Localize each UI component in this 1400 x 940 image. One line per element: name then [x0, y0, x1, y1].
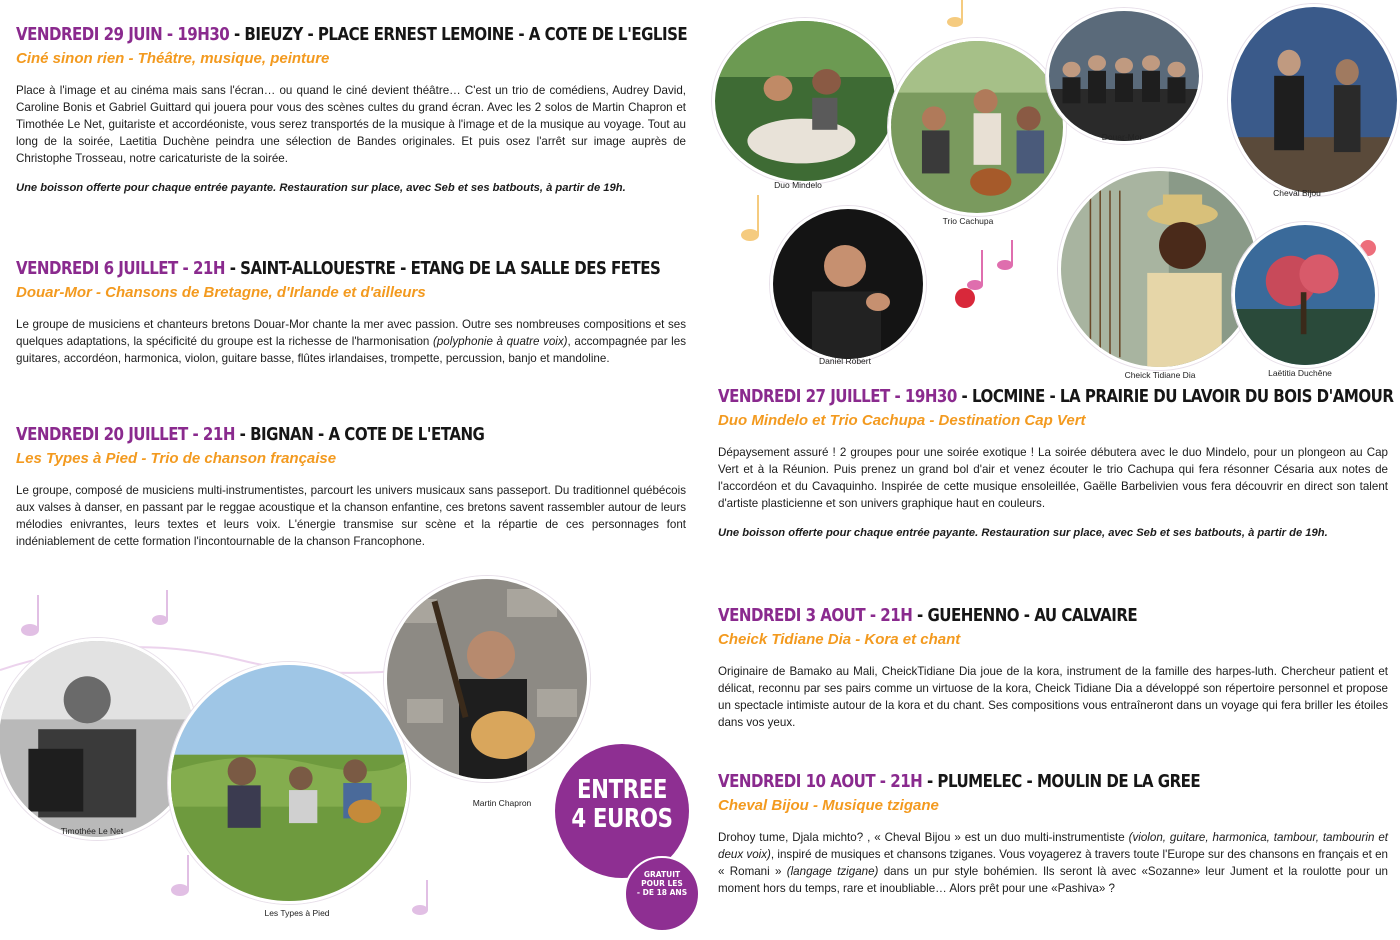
free-line-3: - DE 18 ANS — [636, 888, 688, 897]
photo-cheval-bijou — [1228, 4, 1400, 196]
description-italic: (langage tzigane) — [786, 865, 879, 878]
event-heading — [16, 24, 688, 46]
event-subtitle: Les Types à Pied - Trio de chanson française — [16, 450, 337, 467]
event-subtitle: Douar-Mor - Chansons de Bretagne, d'Irlande et d'ailleurs — [16, 284, 426, 301]
badge-entree: ENTREE — [576, 775, 668, 805]
event-guehenno — [718, 605, 1388, 731]
event-place: - SAINT-ALLOUESTRE - ETANG DE LA SALLE DES FETES — [224, 259, 661, 279]
event-place: - BIEUZY - PLACE ERNEST LEMOINE - A COTE DE L'EGLISE — [229, 25, 688, 45]
event-description: Place à l'image et au cinéma mais sans l'écran… ou quand le ciné devient théâtre… C'est un trio de comédiens, Audrey David, Caroline Bonis et Gabriel Guittard qui jouera pour vous des scènes cultes du grand écran. Avec les 2 solos de Martin Chapron et Timothée Le Net, guitariste et accordéoniste, vous serez transportés de la musique à l'image et de la musique au voyage. Tout au long de la soirée, Laetitia Duchène peindra une sélection de Bandes originales. Et puis osez l'arrêt sur image auprès de Christophe Trosseau, notre caricaturiste de la soirée. — [16, 84, 686, 165]
description-part: dans un pur style bohémien. Ils seront là avec «Sozanne» leur Jument et la roulotte pour un moment hors du temps, rare et inoubliable… Alors prêt pour une «Pashiva» ? — [718, 865, 1389, 895]
event-place: - PLUMELEC - MOULIN DE LA GREE — [922, 772, 1201, 792]
event-heading — [16, 424, 592, 446]
event-description: Dépaysement assuré ! 2 groupes pour une soirée exotique ! La soirée débutera avec le duo Mindelo, pour un plongeon au Cap Vert et à la Réunion. Puis prenez un grand bol d'air et venez écouter le trio Cachupa qui fera résonner Césaria aux notes de l'accordéon et du Cavaquinho. Inspirée de cette musique ensoleillée, Gaëlle Barbelivien vous fera découvrir en direct son talent d'artiste plasticienne et son univers graphique haut en couleurs. — [718, 446, 1388, 510]
event-bieuzy — [16, 24, 686, 196]
event-heading — [718, 386, 1394, 408]
event-date: VENDREDI 27 JUILLET - 19H30 — [718, 387, 957, 407]
event-date: VENDREDI 29 JUIN - 19H30 — [16, 25, 230, 45]
photo-martin-chapron — [384, 576, 590, 782]
photo-trio-cachupa — [888, 38, 1066, 216]
event-plumelec — [718, 771, 1388, 897]
event-subtitle: Ciné sinon rien - Théâtre, musique, peinture — [16, 50, 330, 67]
event-note: Une boisson offerte pour chaque entrée payante. Restauration sur place, avec Seb et ses batbouts, à partir de 19h. — [16, 182, 626, 194]
caption-martin: Martin Chapron — [472, 798, 532, 808]
free-line-1: GRATUIT — [643, 870, 681, 879]
event-subtitle: Duo Mindelo et Trio Cachupa - Destination Cap Vert — [718, 412, 1086, 429]
event-bignan — [16, 424, 686, 550]
caption-laetitia: Laëtitia Duchêne — [1268, 368, 1332, 378]
event-description: Originaire de Bamako au Mali, CheickTidiane Dia joue de la kora, instrument de la famille des harpes-luth. Chercheur patient et délicat, reconnu par ses pairs comme un virtuose de la kora, Cheick Tidiane Dia a développé son répertoire personnel et propose un spectacle intimiste autour de la kora et du chant. Ses compositions vous entraîneront dans un voyage qui fera briller les étoiles dans vos yeux. — [718, 665, 1388, 729]
caption-douar: Douar-Mor — [1101, 132, 1143, 142]
event-date: VENDREDI 6 JUILLET - 21H — [16, 259, 225, 279]
event-description: Le groupe, composé de musiciens multi-instrumentistes, parcourt les univers musicaux sans passeport. Du traditionnel québécois aux valses à danser, en passant par le reggae acoustique et la chanson enfantine, ces bretons savent rassembler autour de leurs mélodies enivrantes, leurs textes et leurs voix. L'énergie transmise sur scène et la répartie de ces personnages font indéniablement de cette formation l'incontournable de la chanson Francophone. — [16, 484, 686, 548]
event-subtitle: Cheick Tidiane Dia - Kora et chant — [718, 631, 961, 648]
photo-duo-mindelo — [712, 18, 898, 184]
event-date: VENDREDI 3 AOUT - 21H — [718, 606, 913, 626]
caption-cheick: Cheick Tidiane Dia — [1124, 370, 1196, 380]
photo-douar-mor — [1046, 8, 1202, 144]
event-place: - GUEHENNO - AU CALVAIRE — [912, 606, 1138, 626]
description-part: , inspiré de musiques et chansons tziganes. Vous voyagerez à travers toute l'Europe sur des chansons en français et en « Romani » — [718, 848, 1388, 878]
event-heading — [718, 605, 1294, 627]
event-date: VENDREDI 10 AOUT - 21H — [718, 772, 923, 792]
event-heading — [718, 771, 1294, 793]
description-italic: (polyphonie à quatre voix) — [432, 335, 568, 348]
event-subtitle: Cheval Bijou - Musique tzigane — [718, 797, 939, 814]
photo-les-types-a-pied — [168, 662, 410, 904]
description-part: , accompagnée par les guitares, accordéon, harmonica, violon, guitare basse, flûtes irlandaises, trompette, percussion, banjo et mandoline. — [16, 335, 686, 365]
event-locmine — [718, 386, 1394, 541]
description-part: Le groupe de musiciens et chanteurs bretons Douar-Mor chante la mer avec passion. Outre ses nombreuses compositions et ses quelques adaptations, la spécificité du groupe est la richesse de l'harmonisation — [16, 318, 686, 348]
description-italic: (violon, guitare, harmonica, tambour, tambourin et deux voix) — [718, 831, 1388, 861]
event-date: VENDREDI 20 JUILLET - 21H — [16, 425, 235, 445]
event-saint-allouestre — [16, 258, 686, 367]
photo-timothee-le-net — [0, 638, 198, 840]
caption-mindelo: Duo Mindelo — [774, 180, 822, 190]
event-place: - BIGNAN - A COTE DE L'ETANG — [234, 425, 485, 445]
caption-daniel: Daniel Robert — [819, 356, 871, 366]
caption-types: Les Types à Pied — [264, 908, 330, 918]
photo-cheick-tidiane-dia — [1058, 168, 1260, 370]
photo-laetitia-duchene — [1232, 222, 1378, 368]
free-line-2: POUR LES — [641, 879, 683, 888]
event-heading — [16, 258, 661, 280]
free-badge — [624, 856, 700, 932]
caption-cachupa: Trio Cachupa — [942, 216, 994, 226]
caption-cheval: Cheval Bijou — [1273, 188, 1321, 198]
description-part: Drohoy tume, Djala michto? , « Cheval Bijou » est un duo multi-instrumentiste — [718, 831, 1129, 844]
event-description — [16, 316, 686, 367]
photo-daniel-robert — [770, 206, 926, 362]
caption-timothee: Timothée Le Net — [60, 826, 124, 836]
event-description — [718, 829, 1388, 897]
badge-price: 4 EUROS — [571, 804, 673, 834]
event-note: Une boisson offerte pour chaque entrée payante. Restauration sur place, avec Seb et ses batbouts, à partir de 19h. — [718, 527, 1328, 539]
event-place: - LOCMINE - LA PRAIRIE DU LAVOIR DU BOIS D'AMOUR — [956, 387, 1394, 407]
